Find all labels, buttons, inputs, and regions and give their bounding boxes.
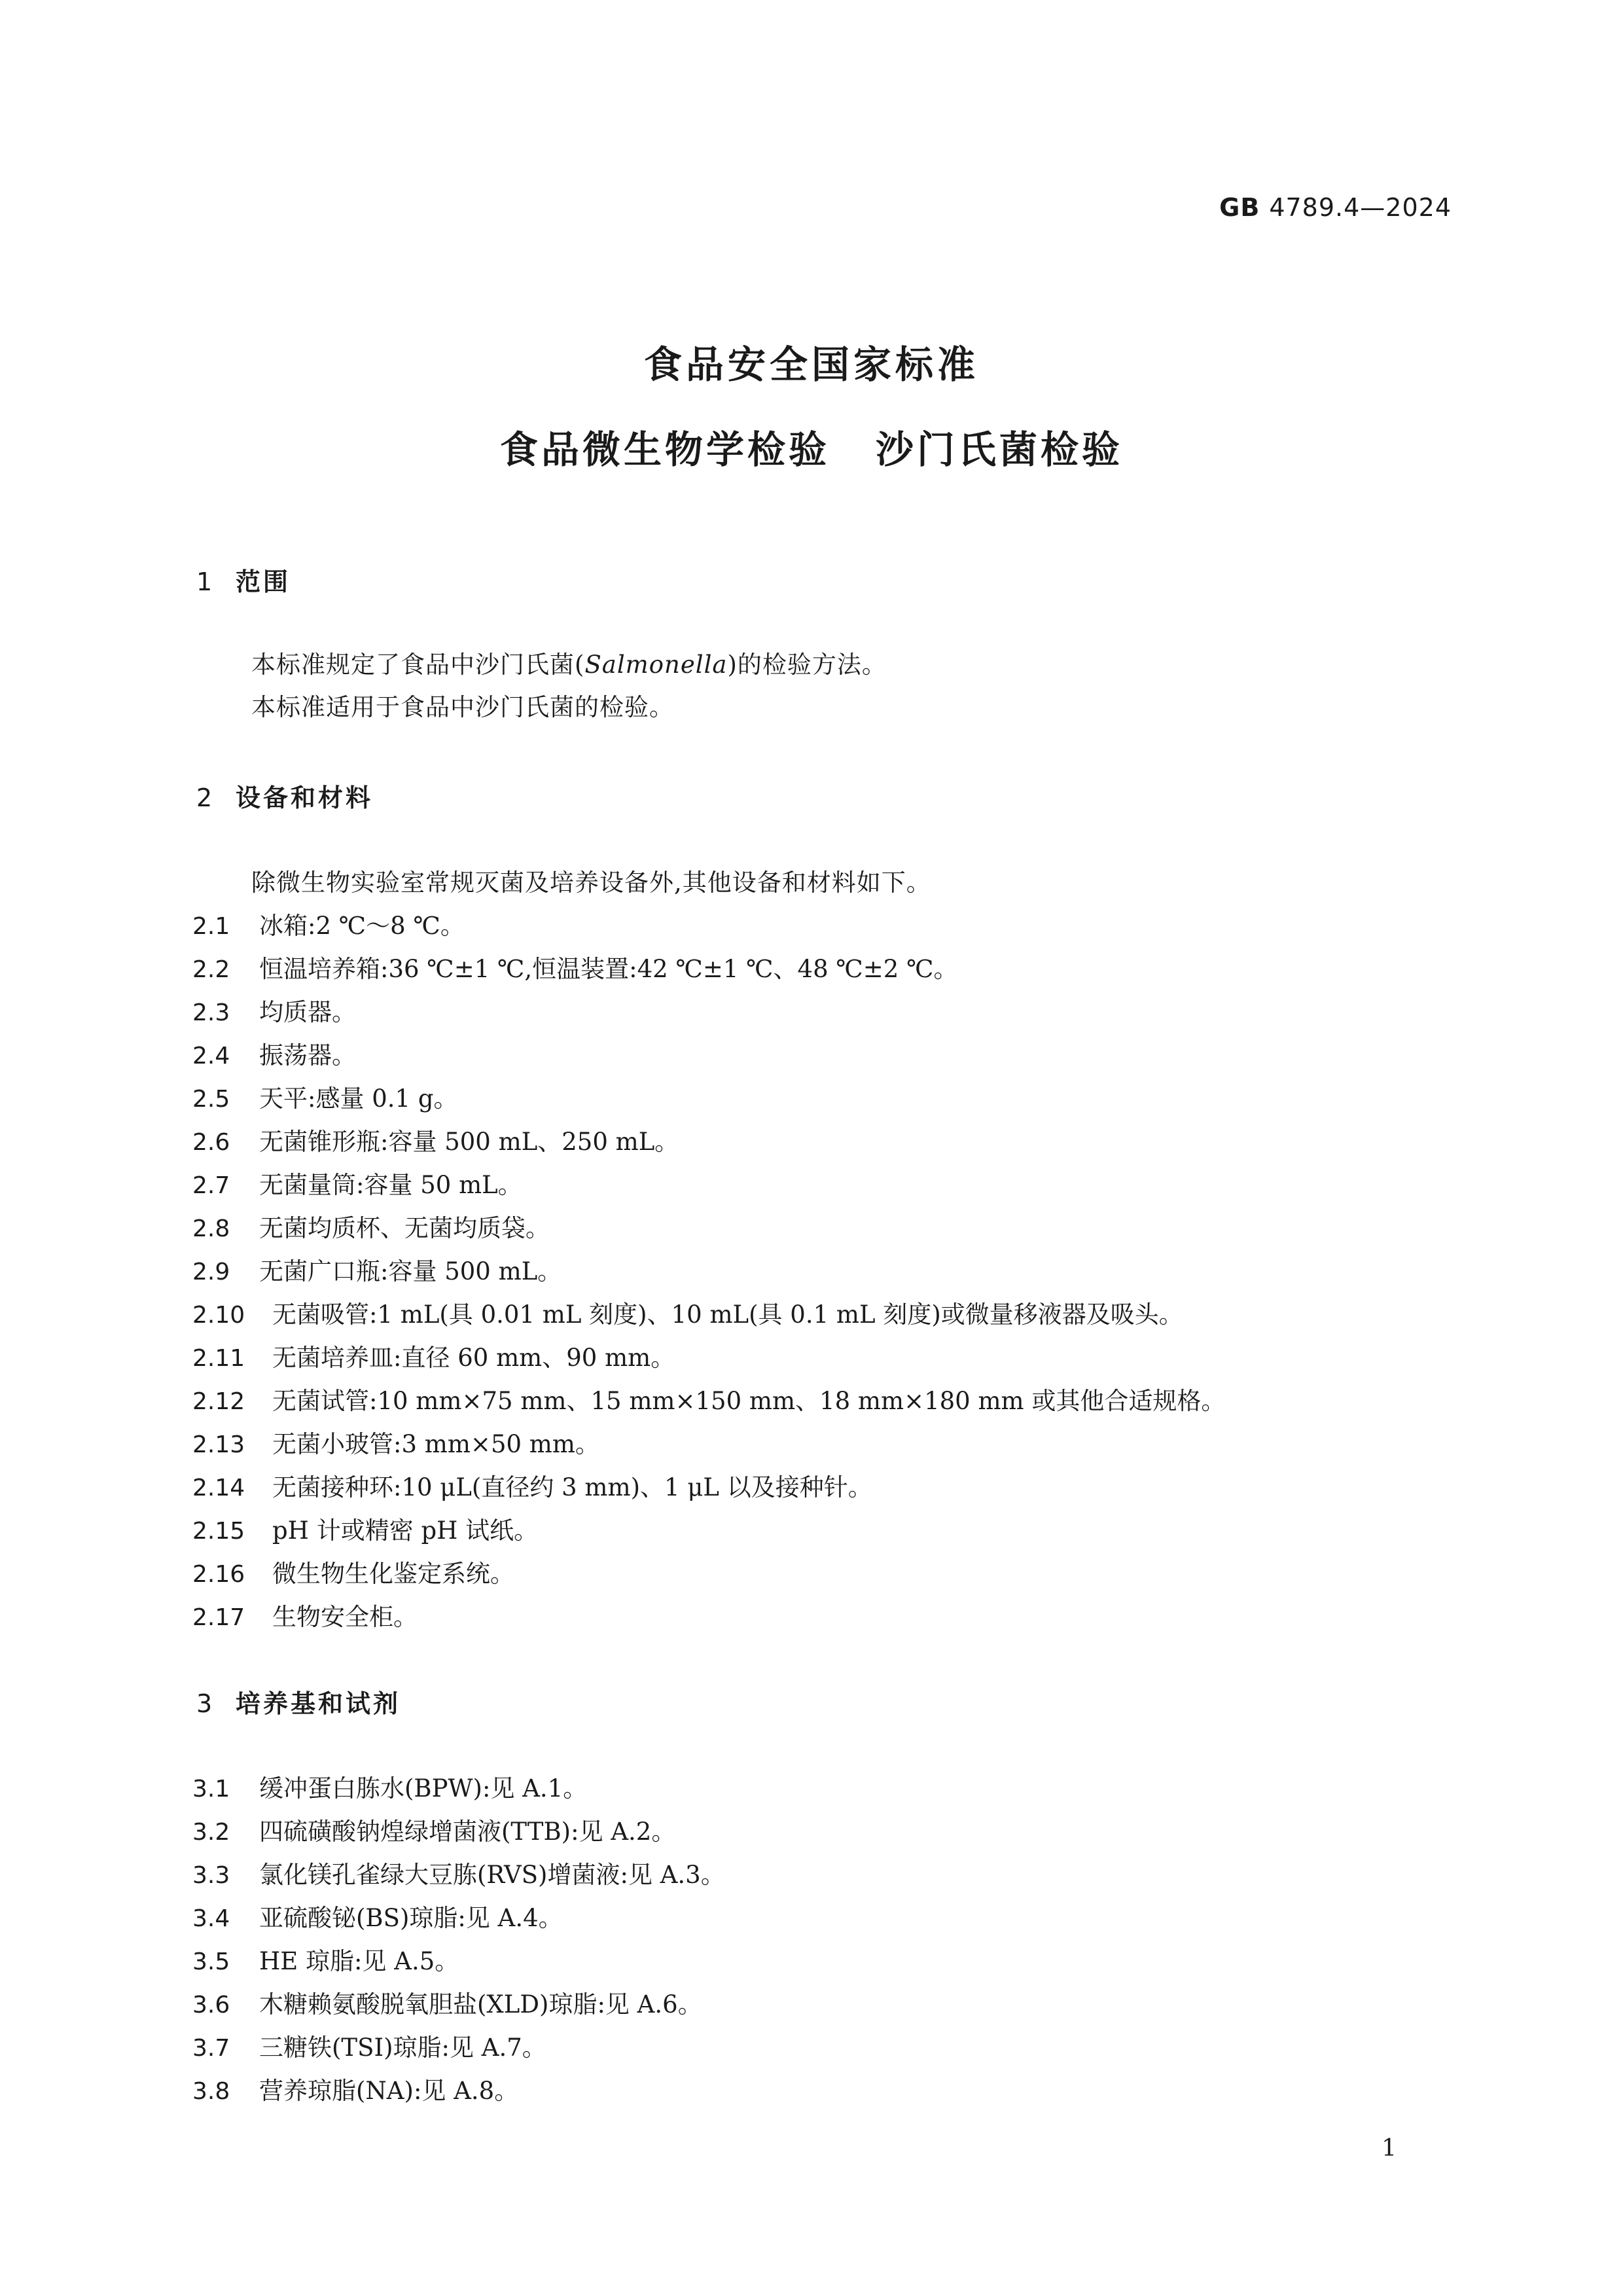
section-heading-2 (196, 778, 373, 814)
item-text: 无菌接种环:10 μL(直径约 3 mm)、1 μL 以及接种针。 (272, 1473, 872, 1501)
item-number: 3.3 (192, 1862, 230, 1889)
item-number: 3.7 (192, 2035, 230, 2062)
item-text: 生物安全柜。 (272, 1603, 418, 1631)
list-item (192, 1984, 702, 2020)
item-text: 氯化镁孔雀绿大豆胨(RVS)增菌液:见 A.3。 (259, 1861, 725, 1889)
list-item (192, 1768, 587, 1804)
list-item (192, 1511, 538, 1546)
list-item (192, 1208, 550, 1244)
item-text: 均质器。 (259, 998, 356, 1026)
list-item (192, 1812, 675, 1847)
item-text: 无菌试管:10 mm×75 mm、15 mm×150 mm、18 mm×180 mm 或其他合适规格。 (272, 1387, 1226, 1415)
item-number: 2.14 (192, 1475, 245, 1501)
list-item (192, 1381, 1225, 1416)
item-text: 四硫磺酸钠煌绿增菌液(TTB):见 A.2。 (259, 1818, 676, 1846)
list-item (192, 1338, 675, 1373)
item-number: 2.6 (192, 1129, 230, 1156)
list-item (192, 1898, 563, 1933)
list-item (192, 2071, 518, 2106)
item-number: 2.9 (192, 1259, 230, 1285)
item-text: 无菌锥形瓶:容量 500 mL、250 mL。 (259, 1128, 679, 1156)
scope-text: 本标准规定了食品中沙门氏菌( (251, 651, 585, 679)
item-number: 2.8 (192, 1215, 230, 1242)
list-item (192, 1597, 418, 1632)
document-title-line2 (0, 419, 1623, 474)
list-item (192, 1295, 1183, 1330)
document-title-line1: 食品安全国家标准 (643, 342, 979, 387)
list-item (192, 906, 465, 941)
standard-number: 4789.4—2024 (1269, 193, 1452, 222)
scope-paragraph-2: 本标准适用于食品中沙门氏菌的检验。 (251, 693, 674, 721)
equipment-intro: 除微生物实验室常规灭菌及培养设备外,其他设备和材料如下。 (251, 869, 931, 897)
item-number: 2.12 (192, 1388, 245, 1415)
item-number: 2.2 (192, 956, 230, 983)
item-text: 营养琼脂(NA):见 A.8。 (259, 2077, 519, 2105)
list-item (192, 1941, 459, 1977)
document-title-part-b: 沙门氏菌检验 (876, 427, 1124, 472)
list-item (192, 992, 356, 1028)
item-text: 冰箱:2 ℃～8 ℃。 (259, 912, 465, 940)
section-title: 设备和材料 (236, 783, 374, 812)
item-text: HE 琼脂:见 A.5。 (259, 1947, 459, 1975)
section-heading-3 (196, 1683, 401, 1719)
item-number: 2.5 (192, 1086, 230, 1113)
item-number: 2.17 (192, 1604, 245, 1631)
item-number: 3.6 (192, 1992, 230, 2018)
section-heading-1 (196, 562, 291, 598)
list-item (192, 2028, 546, 2063)
section-title: 培养基和试剂 (236, 1689, 401, 1718)
item-text: 振荡器。 (259, 1041, 356, 1069)
list-item (192, 1165, 522, 1200)
item-number: 2.16 (192, 1561, 245, 1588)
list-item (192, 1554, 514, 1589)
list-item (192, 1251, 562, 1287)
document-title-part-a: 食品微生物学检验 (499, 427, 830, 472)
item-text: 恒温培养箱:36 ℃±1 ℃,恒温装置:42 ℃±1 ℃、48 ℃±2 ℃。 (259, 955, 958, 983)
list-item (192, 949, 957, 984)
item-number: 3.2 (192, 1819, 230, 1846)
section-number: 3 (196, 1689, 213, 1718)
item-text: 无菌小玻管:3 mm×50 mm。 (272, 1430, 599, 1458)
item-number: 2.15 (192, 1518, 245, 1545)
item-number: 2.10 (192, 1302, 245, 1329)
item-text: 无菌吸管:1 mL(具 0.01 mL 刻度)、10 mL(具 0.1 mL 刻度)或微量移液器及吸头。 (272, 1300, 1183, 1329)
scope-paragraph-1 (251, 645, 887, 680)
item-text: 无菌均质杯、无菌均质袋。 (259, 1214, 550, 1242)
item-number: 2.13 (192, 1431, 245, 1458)
item-text: 三糖铁(TSI)琼脂:见 A.7。 (259, 2034, 546, 2062)
item-number: 2.3 (192, 999, 230, 1026)
item-number: 2.1 (192, 913, 230, 940)
section-number: 2 (196, 783, 213, 812)
standard-prefix: GB (1219, 193, 1260, 222)
item-text: 微生物生化鉴定系统。 (272, 1560, 514, 1588)
item-text: 天平:感量 0.1 g。 (259, 1085, 458, 1113)
item-text: 无菌广口瓶:容量 500 mL。 (259, 1257, 562, 1285)
item-number: 3.8 (192, 2078, 230, 2105)
item-number: 3.5 (192, 1948, 230, 1975)
list-item (192, 1424, 599, 1460)
list-item (192, 1079, 458, 1114)
section-number: 1 (196, 567, 213, 596)
item-number: 2.4 (192, 1043, 230, 1069)
item-number: 3.1 (192, 1776, 230, 1803)
item-text: 无菌量筒:容量 50 mL。 (259, 1171, 522, 1199)
item-text: 缓冲蛋白胨水(BPW):见 A.1。 (259, 1774, 588, 1803)
list-item (192, 1122, 679, 1157)
scope-italic-term: Salmonella (584, 651, 728, 679)
item-text: pH 计或精密 pH 试纸。 (272, 1516, 539, 1545)
page-number: 1 (1382, 2135, 1397, 2162)
list-item (192, 1035, 356, 1071)
item-text: 木糖赖氨酸脱氧胆盐(XLD)琼脂:见 A.6。 (259, 1990, 702, 2018)
section-title: 范围 (236, 567, 291, 596)
item-text: 亚硫酸铋(BS)琼脂:见 A.4。 (259, 1904, 563, 1932)
list-item (192, 1467, 872, 1503)
item-text: 无菌培养皿:直径 60 mm、90 mm。 (272, 1344, 675, 1372)
item-number: 2.7 (192, 1172, 230, 1199)
list-item (192, 1855, 725, 1890)
item-number: 2.11 (192, 1345, 245, 1372)
standard-code (1219, 193, 1452, 222)
item-number: 3.4 (192, 1905, 230, 1932)
scope-text: )的检验方法。 (727, 651, 887, 679)
